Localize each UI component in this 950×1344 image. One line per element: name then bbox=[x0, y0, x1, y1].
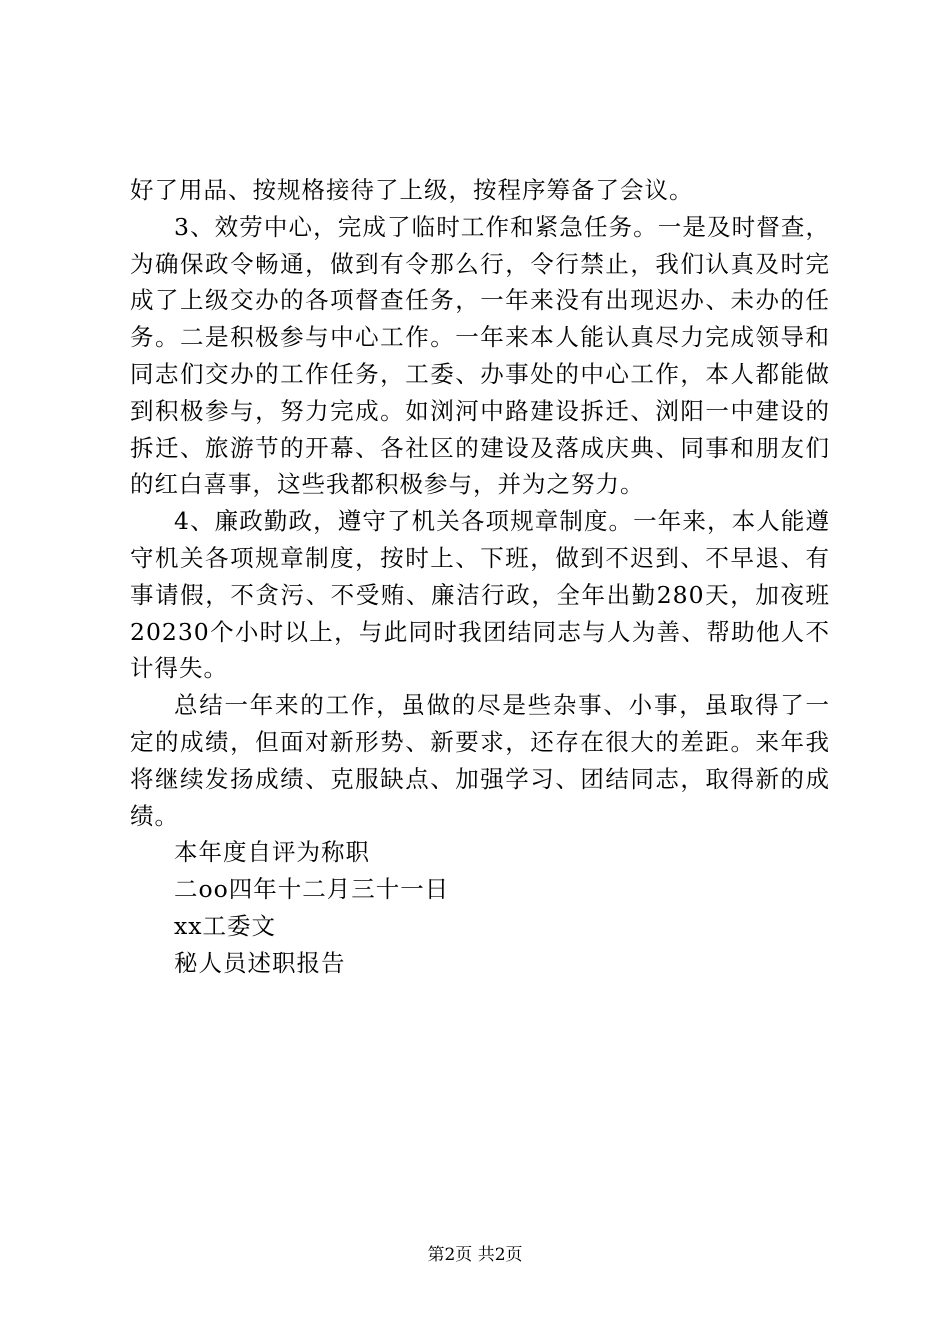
date-line: 二oo四年十二月三十一日 bbox=[174, 875, 450, 904]
paragraph-item-4: 4、廉政勤政，遵守了机关各项规章制度。一年来，本人能遵守机关各项规章制度，按时上、下班，做到不迟到、不早退、有事请假，不贪污、不受贿、廉洁行政，全年出勤280天，加夜班20230个小时以上，与此同时我团结同志与人为善、帮助他人不计得失。 bbox=[130, 507, 830, 683]
document-body bbox=[130, 172, 830, 982]
paragraph-summary: 总结一年来的工作，虽做的尽是些杂事、小事，虽取得了一定的成绩，但面对新形势、新要求，还存在很大的差距。来年我将继续发扬成绩、克服缺点、加强学习、团结同志，取得新的成绩。 bbox=[130, 691, 830, 830]
signature-line: xx工委文 bbox=[174, 911, 277, 940]
page-number-footer: 第2页 共2页 bbox=[427, 1245, 523, 1265]
paragraph-item-3: 3、效劳中心，完成了临时工作和紧急任务。一是及时督查，为确保政令畅通，做到有令那么行，令行禁止，我们认真及时完成了上级交办的各项督查任务，一年来没有出现迟办、未办的任务。二是积极参与中心工作。一年来本人能认真尽力完成领导和同志们交办的工作任务，工委、办事处的中心工作，本人都能做到积极参与，努力完成。如浏河中路建设拆迁、浏阳一中建设的拆迁、旅游节的开幕、各社区的建设及落成庆典、同事和朋友们的红白喜事，这些我都积极参与，并为之努力。 bbox=[130, 212, 830, 499]
self-evaluation-line: 本年度自评为称职 bbox=[174, 838, 370, 867]
paragraph-continuation: 好了用品、按规格接待了上级，按程序筹备了会议。 bbox=[130, 176, 694, 204]
report-title-line: 秘人员述职报告 bbox=[174, 948, 346, 977]
